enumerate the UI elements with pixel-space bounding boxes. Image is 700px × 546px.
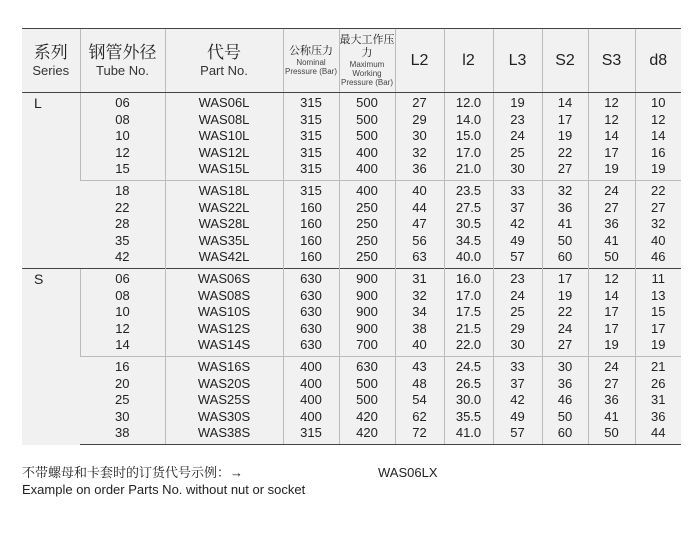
dim-L2-cell <box>395 180 444 268</box>
dim-L3-cell <box>493 268 542 356</box>
tube-no-value: 12 <box>115 320 130 336</box>
dim-S2-value: 41 <box>557 216 573 232</box>
dim-S3-value: 17 <box>604 144 619 160</box>
header-row <box>22 29 681 93</box>
max-pressure-value: 250 <box>356 216 378 232</box>
header-max-en: Maximum Working Pressure (Bar) <box>340 60 393 87</box>
tube-no-value: 10 <box>115 304 130 320</box>
dim-S3-value: 14 <box>604 287 619 303</box>
dim-L2-value: 29 <box>412 111 427 127</box>
header-tube-en: Tube No. <box>96 63 149 78</box>
dim-S3-value: 17 <box>604 304 619 320</box>
dim-d8-value: 22 <box>651 182 666 198</box>
tube-no-value: 06 <box>115 95 130 110</box>
nominal-pressure-value: 630 <box>300 270 322 286</box>
dim-S2-cell <box>542 356 588 444</box>
dim-L2-cell <box>395 93 444 181</box>
dim-l2-value: 17.0 <box>455 287 482 303</box>
part-no-value: WAS18L <box>198 182 250 198</box>
dim-S2-value: 50 <box>557 408 573 424</box>
tube-no-value: 25 <box>115 392 130 408</box>
dim-L3-value: 33 <box>510 358 525 374</box>
part-no-value: WAS15L <box>198 161 250 177</box>
max-pressure-cell <box>339 180 395 268</box>
dim-L2-value: 40 <box>412 337 427 353</box>
part-no-value: WAS35L <box>198 232 250 248</box>
part-no-value: WAS38S <box>197 425 251 441</box>
tube-no-cell <box>80 93 165 181</box>
dim-L2-value: 44 <box>412 199 427 215</box>
dim-L3-value: 49 <box>510 408 525 424</box>
header-dim: l2 <box>444 29 493 93</box>
nominal-pressure-value: 315 <box>300 144 322 160</box>
dim-d8-value: 17 <box>651 320 666 336</box>
header-max <box>339 29 395 93</box>
dim-S3-value: 12 <box>604 270 619 286</box>
header-dim: d8 <box>635 29 681 93</box>
tube-no-value: 10 <box>115 128 130 144</box>
dim-S2-value: 17 <box>557 111 573 127</box>
part-no-value: WAS14S <box>197 337 251 353</box>
dim-L3-value: 33 <box>510 182 525 198</box>
nominal-pressure-cell <box>283 93 339 181</box>
dim-S2-value: 22 <box>557 144 573 160</box>
part-no-cell <box>165 180 283 268</box>
dim-d8-value: 19 <box>651 161 666 177</box>
nominal-pressure-cell <box>283 268 339 356</box>
tube-no-value: 08 <box>115 111 130 127</box>
max-pressure-value: 700 <box>356 337 378 353</box>
max-pressure-value: 900 <box>356 320 378 336</box>
dim-d8-value: 36 <box>651 408 666 424</box>
dim-L3-value: 57 <box>510 425 525 441</box>
part-no-value: WAS20S <box>197 375 251 391</box>
nominal-pressure-value: 400 <box>300 358 322 374</box>
dim-S3-value: 24 <box>604 358 619 374</box>
dim-L3-value: 49 <box>510 232 525 248</box>
dim-L2-value: 32 <box>412 144 427 160</box>
dim-d8-value: 21 <box>651 358 666 374</box>
dim-l2-value: 40.0 <box>455 249 482 265</box>
dim-d8-value: 16 <box>651 144 666 160</box>
dim-L2-cell <box>395 356 444 444</box>
tube-no-cell <box>80 180 165 268</box>
part-no-cell <box>165 93 283 181</box>
max-pressure-value: 500 <box>356 95 378 110</box>
dim-l2-value: 26.5 <box>455 375 482 391</box>
dim-L3-value: 57 <box>510 249 525 265</box>
max-pressure-value: 400 <box>356 161 378 177</box>
tube-no-value: 30 <box>115 408 130 424</box>
dim-S3-value: 27 <box>604 375 619 391</box>
dim-d8-value: 11 <box>651 270 665 286</box>
part-no-value: WAS06S <box>197 270 251 286</box>
header-dim: S2 <box>542 29 588 93</box>
dim-L2-value: 56 <box>412 232 427 248</box>
dim-L3-value: 24 <box>510 128 525 144</box>
max-pressure-value: 630 <box>356 358 378 374</box>
max-pressure-cell <box>339 93 395 181</box>
dim-S2-value: 30 <box>557 358 573 374</box>
max-pressure-value: 400 <box>356 144 378 160</box>
dim-d8-cell <box>635 356 681 444</box>
order-example-value: WAS06LX <box>378 465 438 480</box>
tube-no-value: 06 <box>115 270 130 286</box>
max-pressure-value: 250 <box>356 249 378 265</box>
max-pressure-value: 420 <box>356 425 378 441</box>
header-series-cn: 系列 <box>33 43 68 62</box>
dim-S2-cell <box>542 180 588 268</box>
nominal-pressure-value: 315 <box>300 425 322 441</box>
nominal-pressure-value: 160 <box>300 216 322 232</box>
dim-L2-value: 31 <box>412 270 427 286</box>
dim-S3-value: 12 <box>604 111 619 127</box>
dim-d8-value: 27 <box>651 199 666 215</box>
dim-L3-value: 23 <box>510 111 525 127</box>
max-pressure-value: 900 <box>356 287 378 303</box>
dim-l2-value: 30.5 <box>455 216 482 232</box>
dim-l2-value: 30.0 <box>455 392 482 408</box>
nominal-pressure-value: 630 <box>300 304 322 320</box>
dim-S3-value: 50 <box>604 425 619 441</box>
table-row <box>22 93 681 181</box>
tube-no-value: 12 <box>115 144 130 160</box>
dim-L2-value: 27 <box>412 95 427 110</box>
dim-l2-value: 17.5 <box>455 304 482 320</box>
header-part <box>165 29 283 93</box>
dim-d8-value: 14 <box>651 128 666 144</box>
max-pressure-cell <box>339 356 395 444</box>
order-example-en: Example on order Parts No. without nut or socket <box>22 482 306 497</box>
dim-L2-value: 40 <box>412 182 427 198</box>
header-nominal <box>283 29 339 93</box>
nominal-pressure-value: 315 <box>300 111 322 127</box>
dim-l2-cell <box>444 356 493 444</box>
part-no-value: WAS12L <box>198 144 250 160</box>
dim-S2-value: 19 <box>557 287 573 303</box>
spec-table <box>22 28 681 445</box>
dim-d8-value: 13 <box>651 287 666 303</box>
tube-no-value: 08 <box>115 287 130 303</box>
nominal-pressure-value: 315 <box>300 182 322 198</box>
dim-d8-value: 26 <box>651 375 666 391</box>
header-series <box>22 29 80 93</box>
nominal-pressure-value: 315 <box>300 95 322 110</box>
dim-S2-value: 36 <box>557 199 573 215</box>
nominal-pressure-cell <box>283 356 339 444</box>
dim-S3-value: 24 <box>604 182 619 198</box>
dim-l2-value: 22.0 <box>455 337 482 353</box>
dim-L3-value: 37 <box>510 375 525 391</box>
tube-no-value: 18 <box>115 182 130 198</box>
table-row <box>22 180 681 268</box>
dim-S3-value: 41 <box>604 408 619 424</box>
tube-no-value: 35 <box>115 232 130 248</box>
dim-S2-value: 14 <box>557 95 573 110</box>
dim-l2-value: 35.5 <box>455 408 482 424</box>
max-pressure-value: 250 <box>356 232 378 248</box>
tube-no-value: 22 <box>115 199 130 215</box>
dim-S2-value: 19 <box>557 128 573 144</box>
header-nominal-cn: 公称压力 <box>289 45 333 57</box>
dim-S2-value: 24 <box>557 320 573 336</box>
dim-l2-value: 14.0 <box>455 111 482 127</box>
dim-l2-value: 21.0 <box>455 161 482 177</box>
dim-L2-cell <box>395 268 444 356</box>
dim-S2-value: 27 <box>557 161 573 177</box>
dim-L2-value: 30 <box>412 128 427 144</box>
dim-L3-cell <box>493 180 542 268</box>
dim-d8-value: 44 <box>651 425 666 441</box>
dim-S2-value: 60 <box>557 249 573 265</box>
max-pressure-value: 900 <box>356 304 378 320</box>
part-no-value: WAS08S <box>197 287 251 303</box>
dim-L2-value: 38 <box>412 320 427 336</box>
dim-S2-value: 27 <box>557 337 573 353</box>
header-dim: S3 <box>588 29 635 93</box>
series-label: S <box>22 268 80 444</box>
dim-S3-value: 14 <box>604 128 619 144</box>
dim-S3-value: 36 <box>604 392 619 408</box>
dim-S2-value: 32 <box>557 182 573 198</box>
nominal-pressure-value: 400 <box>300 375 322 391</box>
max-pressure-value: 250 <box>356 199 378 215</box>
dim-d8-cell <box>635 93 681 181</box>
part-no-value: WAS22L <box>198 199 250 215</box>
header-dim: L2 <box>395 29 444 93</box>
max-pressure-value: 500 <box>356 128 378 144</box>
dim-L2-value: 43 <box>412 358 427 374</box>
dim-S3-value: 12 <box>604 95 619 110</box>
dim-S2-value: 46 <box>557 392 573 408</box>
dim-S2-value: 60 <box>557 425 573 441</box>
dim-L3-value: 23 <box>510 270 525 286</box>
dim-L2-value: 63 <box>412 249 427 265</box>
nominal-pressure-value: 400 <box>300 408 322 424</box>
dim-L2-value: 32 <box>412 287 427 303</box>
header-tube-cn: 钢管外径 <box>88 43 157 62</box>
nominal-pressure-value: 630 <box>300 287 322 303</box>
part-no-value: WAS08L <box>198 111 250 127</box>
nominal-pressure-value: 160 <box>300 199 322 215</box>
dim-L2-value: 47 <box>412 216 427 232</box>
part-no-value: WAS10L <box>198 128 250 144</box>
nominal-pressure-value: 315 <box>300 128 322 144</box>
part-no-value: WAS42L <box>198 249 250 265</box>
dim-l2-value: 24.5 <box>455 358 482 374</box>
series-label: L <box>34 95 42 111</box>
part-no-value: WAS16S <box>197 358 251 374</box>
dim-S3-value: 19 <box>604 337 619 353</box>
dim-L2-value: 54 <box>412 392 427 408</box>
part-no-value: WAS12S <box>197 320 251 336</box>
max-pressure-value: 420 <box>356 408 378 424</box>
dim-l2-value: 15.0 <box>455 128 482 144</box>
header-dim: L3 <box>493 29 542 93</box>
dim-S3-value: 27 <box>604 199 619 215</box>
dim-d8-value: 15 <box>651 304 666 320</box>
dim-L3-cell <box>493 93 542 181</box>
header-series-en: Series <box>32 63 70 78</box>
dim-S3-cell <box>588 93 635 181</box>
dim-L3-cell <box>493 356 542 444</box>
part-no-cell <box>165 268 283 356</box>
spec-body <box>22 93 681 445</box>
dim-L3-value: 30 <box>510 337 525 353</box>
nominal-pressure-value: 630 <box>300 337 322 353</box>
dim-L3-value: 25 <box>510 144 525 160</box>
tube-no-value: 38 <box>115 425 130 441</box>
dim-L3-value: 19 <box>510 95 525 110</box>
max-pressure-value: 500 <box>356 375 378 391</box>
max-pressure-value: 500 <box>356 111 378 127</box>
part-no-value: WAS28L <box>198 216 250 232</box>
dim-l2-value: 21.5 <box>455 320 482 336</box>
dim-L3-value: 30 <box>510 161 525 177</box>
dim-S2-value: 36 <box>557 375 573 391</box>
dim-L3-value: 29 <box>510 320 525 336</box>
tube-no-value: 28 <box>115 216 130 232</box>
order-example <box>22 464 305 498</box>
header-tube <box>80 29 165 93</box>
part-no-cell <box>165 356 283 444</box>
dim-d8-value: 40 <box>651 232 666 248</box>
dim-L3-value: 24 <box>510 287 525 303</box>
nominal-pressure-value: 315 <box>300 161 322 177</box>
nominal-pressure-value: 630 <box>300 320 322 336</box>
dim-S2-cell <box>542 268 588 356</box>
dim-d8-value: 32 <box>651 216 666 232</box>
dim-S3-cell <box>588 268 635 356</box>
dim-S2-cell <box>542 93 588 181</box>
table-row <box>22 268 681 356</box>
header-nominal-en: Nominal Pressure (Bar) <box>284 58 337 76</box>
tube-no-value: 20 <box>115 375 130 391</box>
dim-L2-value: 72 <box>412 425 427 441</box>
dim-d8-value: 19 <box>651 337 666 353</box>
dim-L3-value: 37 <box>510 199 525 215</box>
dim-S3-value: 50 <box>604 249 619 265</box>
table-row <box>22 356 681 444</box>
dim-L3-value: 42 <box>510 216 525 232</box>
dim-l2-value: 41.0 <box>455 425 482 441</box>
part-no-value: WAS06L <box>198 95 250 110</box>
dim-d8-value: 12 <box>651 111 666 127</box>
dim-l2-value: 16.0 <box>455 270 482 286</box>
order-example-cn: 不带螺母和卡套时的订货代号示例：→ <box>22 465 244 480</box>
part-no-value: WAS25S <box>197 392 251 408</box>
dim-S2-value: 17 <box>557 270 573 286</box>
dim-L2-value: 62 <box>412 408 427 424</box>
dim-l2-cell <box>444 93 493 181</box>
dim-L2-value: 34 <box>412 304 427 320</box>
header-max-cn: 最大工作压力 <box>339 34 395 59</box>
nominal-pressure-value: 400 <box>300 392 322 408</box>
tube-no-value: 15 <box>115 161 130 177</box>
nominal-pressure-value: 160 <box>300 232 322 248</box>
dim-S3-value: 36 <box>604 216 619 232</box>
max-pressure-value: 900 <box>356 270 378 286</box>
dim-d8-cell <box>635 268 681 356</box>
nominal-pressure-value: 160 <box>300 249 322 265</box>
max-pressure-value: 400 <box>356 182 378 198</box>
max-pressure-value: 500 <box>356 392 378 408</box>
dim-S2-value: 50 <box>557 232 573 248</box>
dim-d8-value: 31 <box>651 392 666 408</box>
tube-no-value: 16 <box>115 358 130 374</box>
dim-l2-value: 27.5 <box>455 199 482 215</box>
nominal-pressure-cell <box>283 180 339 268</box>
tube-no-cell <box>80 356 165 444</box>
dim-l2-cell <box>444 180 493 268</box>
dim-S2-value: 22 <box>557 304 573 320</box>
dim-L3-value: 42 <box>510 392 525 408</box>
dim-L2-value: 36 <box>412 161 427 177</box>
dim-S3-cell <box>588 180 635 268</box>
tube-no-value: 42 <box>115 249 130 265</box>
dim-d8-value: 10 <box>651 95 666 110</box>
dim-S3-value: 19 <box>604 161 619 177</box>
header-part-en: Part No. <box>200 63 248 78</box>
dim-L2-value: 48 <box>412 375 427 391</box>
dim-d8-value: 46 <box>651 249 666 265</box>
header-part-cn: 代号 <box>207 43 241 62</box>
dim-l2-value: 12.0 <box>455 95 482 110</box>
part-no-value: WAS10S <box>197 304 251 320</box>
tube-no-value: 14 <box>115 337 130 353</box>
dim-l2-value: 23.5 <box>455 182 482 198</box>
dim-l2-cell <box>444 268 493 356</box>
part-no-value: WAS30S <box>197 408 251 424</box>
dim-l2-value: 34.5 <box>455 232 482 248</box>
tube-no-cell <box>80 268 165 356</box>
dim-S3-value: 41 <box>604 232 619 248</box>
max-pressure-cell <box>339 268 395 356</box>
dim-S3-value: 17 <box>604 320 619 336</box>
dim-d8-cell <box>635 180 681 268</box>
dim-L3-value: 25 <box>510 304 525 320</box>
dim-S3-cell <box>588 356 635 444</box>
dim-l2-value: 17.0 <box>455 144 482 160</box>
